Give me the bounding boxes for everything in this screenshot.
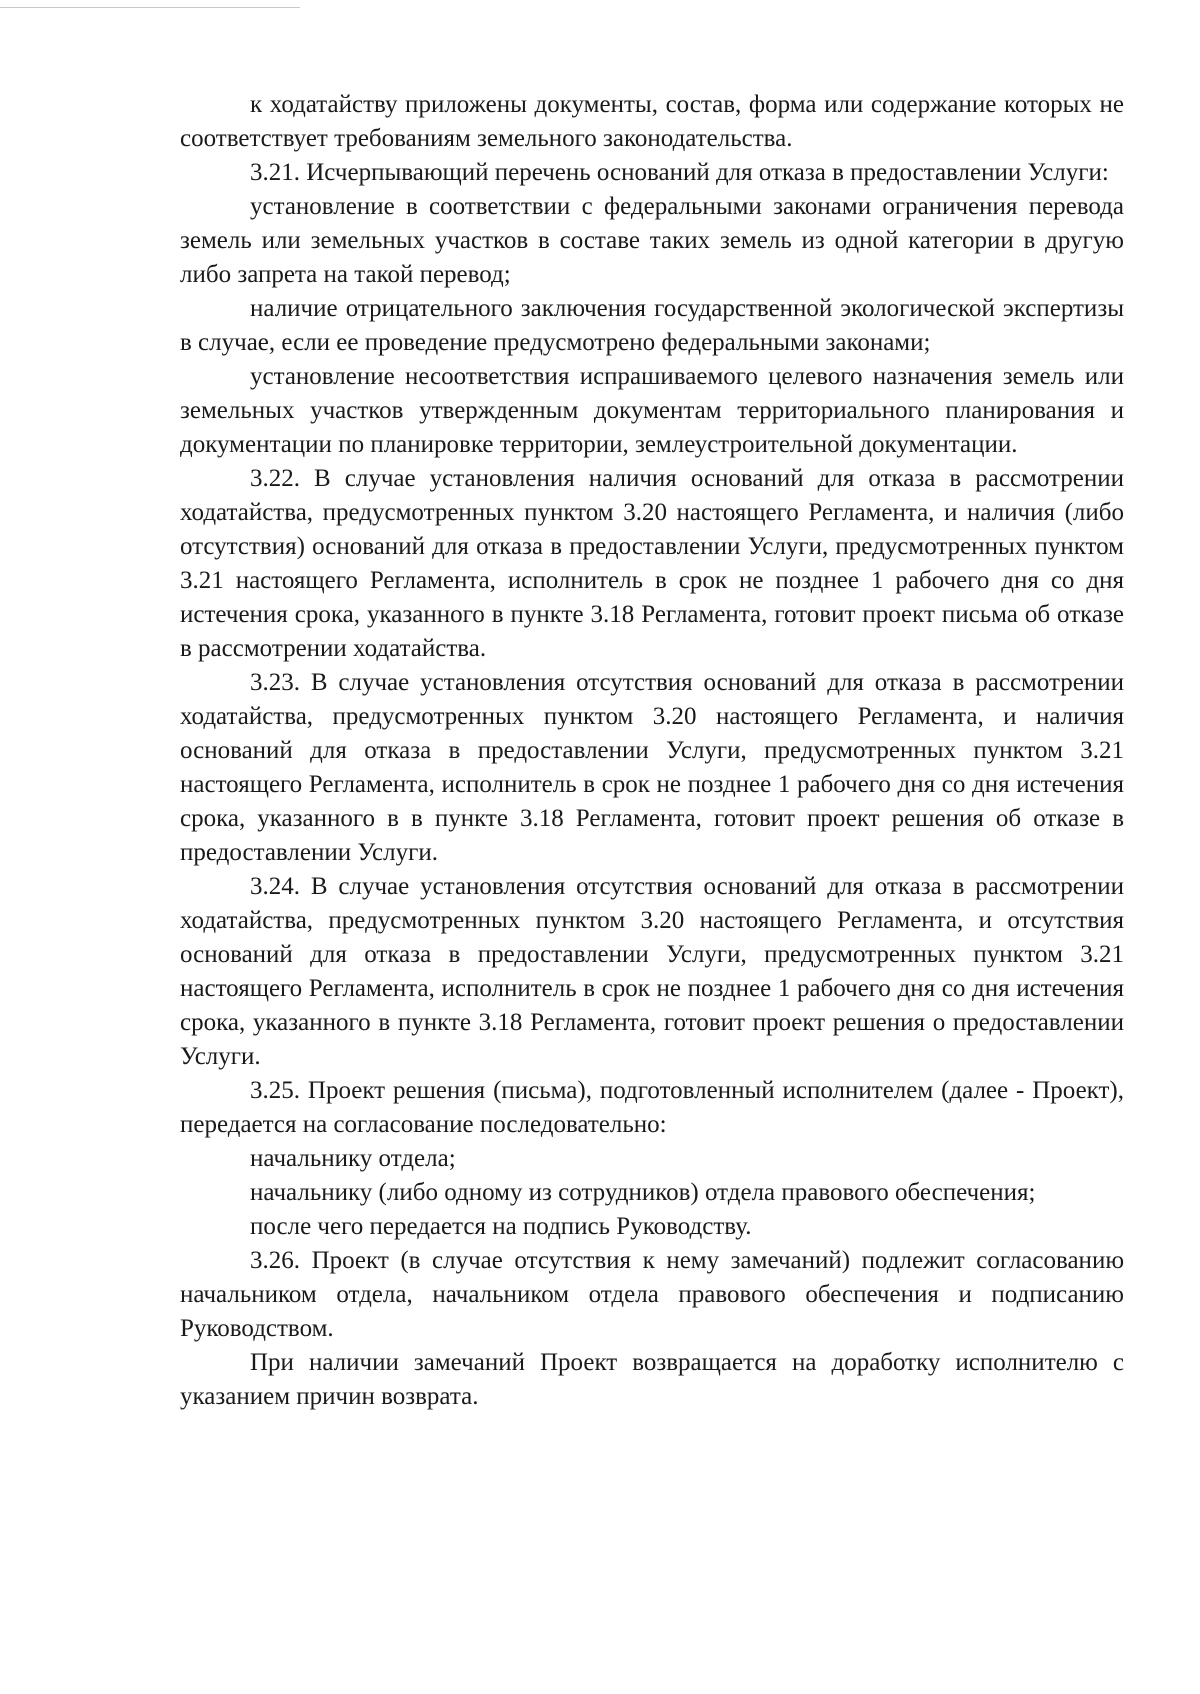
paragraph-3-26: 3.26. Проект (в случае отсутствия к нему замечаний) подлежит согласованию начальником отдела, начальником отдела правового обеспечения и подписанию Руководством. xyxy=(180,1247,1124,1342)
list-item: установление в соответствии с федеральными законами ограничения перевода земель или земельных участков в составе таких земель из одной категории в другую либо запрета на такой перевод; xyxy=(180,193,1124,288)
paragraph-3-23: 3.23. В случае установления отсутствия оснований для отказа в рассмотрении ходатайства, предусмотренных пунктом 3.20 настоящего Регламента, и наличия оснований для отказа в предоставлении Услуги, предусмотренных пунктом 3.21 настоящего Регламента, исполнитель в срок не позднее 1 рабочего дня со дня истечения срока, указанного в в пункте 3.18 Регламента, готовит проект решения об отказе в предоставлении Услуги. xyxy=(180,669,1124,866)
list-item: наличие отрицательного заключения государственной экологической экспертизы в случае, если ее проведение предусмотрено федеральными законами; xyxy=(180,295,1124,356)
paragraph-3-25: 3.25. Проект решения (письма), подготовленный исполнителем (далее - Проект), передается на согласование последовательно: xyxy=(180,1077,1124,1138)
scan-edge-line xyxy=(0,7,300,8)
paragraph-3-21: 3.21. Исчерпывающий перечень оснований для отказа в предоставлении Услуги: xyxy=(250,159,1109,186)
list-item: после чего передается на подпись Руководству. xyxy=(250,1213,752,1240)
list-item: начальнику отдела; xyxy=(250,1145,456,1172)
paragraph: При наличии замечаний Проект возвращается на доработку исполнителю с указанием причин возврата. xyxy=(180,1349,1124,1410)
paragraph-3-22: 3.22. В случае установления наличия оснований для отказа в рассмотрении ходатайства, предусмотренных пунктом 3.20 настоящего Регламента, и наличия (либо отсутствия) оснований для отказа в предоставлении Услуги, предусмотренных пунктом 3.21 настоящего Регламента, исполнитель в срок не позднее 1 рабочего дня со дня истечения срока, указанного в пункте 3.18 Регламента, готовит проект письма об отказе в рассмотрении ходатайства. xyxy=(180,465,1124,662)
document-page xyxy=(180,88,1124,1414)
paragraph-3-24: 3.24. В случае установления отсутствия оснований для отказа в рассмотрении ходатайства, предусмотренных пунктом 3.20 настоящего Регламента, и отсутствия оснований для отказа в предоставлении Услуги, предусмотренных пунктом 3.21 настоящего Регламента, исполнитель в срок не позднее 1 рабочего дня со дня истечения срока, указанного в пункте 3.18 Регламента, готовит проект решения о предоставлении Услуги. xyxy=(180,873,1124,1070)
paragraph-continuation: к ходатайству приложены документы, состав, форма или содержание которых не соответствует требованиям земельного законодательства. xyxy=(180,91,1124,152)
list-item: установление несоответствия испрашиваемого целевого назначения земель или земельных участков утвержденным документам территориального планирования и документации по планировке территории, землеустроительной документации. xyxy=(180,363,1124,458)
list-item: начальнику (либо одному из сотрудников) отдела правового обеспечения; xyxy=(250,1179,1036,1206)
